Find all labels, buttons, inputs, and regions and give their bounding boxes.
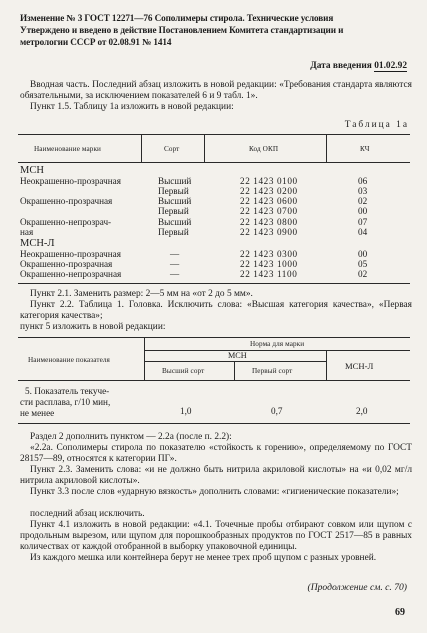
table-row-group: МСН-Л bbox=[20, 238, 55, 249]
table-rule-bottom bbox=[18, 283, 410, 284]
table-cell-grade: Первый bbox=[158, 186, 189, 196]
table-rule-top bbox=[18, 134, 410, 135]
approval-line-2: метрологии СССР от 02.08.91 № 1414 bbox=[20, 37, 172, 47]
table-cell-kch: 06 bbox=[358, 176, 368, 186]
table-divider bbox=[144, 337, 145, 380]
table-cell-kch: 02 bbox=[358, 196, 368, 206]
table-rule-group bbox=[144, 350, 410, 351]
table-cell-code: 22 1423 0700 bbox=[240, 206, 298, 216]
table-cell-grade: — bbox=[170, 259, 180, 269]
clause-4-1: Пункт 4.1 изложить в новой редакции: «4.1. Точечные пробы отбирают совком или щупом с продольным вырезом, или щупом для порошкообразных продуктов по ГОСТ 2517—85 в равных количествах от каждой отобранной в выборку упаковочной единицы. bbox=[20, 520, 412, 552]
table-rule-top bbox=[18, 337, 410, 338]
table-rule-header bbox=[18, 380, 410, 381]
value-msnl: 2,0 bbox=[356, 406, 368, 416]
table-divider bbox=[141, 134, 142, 162]
table-divider bbox=[326, 350, 327, 380]
table-cell-grade: Высший bbox=[158, 176, 192, 186]
table-cell-code: 22 1423 0900 bbox=[240, 227, 298, 237]
indicator-name-2: сти расплава, г/10 мин, bbox=[20, 397, 111, 407]
table-cell-name: ная bbox=[20, 227, 34, 237]
table-cell-grade: — bbox=[170, 269, 180, 279]
table-cell-name: Неокрашенно-прозрачная bbox=[20, 176, 121, 186]
table-caption: Таблица 1а bbox=[344, 120, 409, 130]
column-header-msnl: МСН-Л bbox=[345, 361, 374, 371]
table-rule-sub bbox=[144, 361, 326, 362]
value-msn-first: 0,7 bbox=[271, 406, 283, 416]
table-row-group: МСН bbox=[20, 165, 44, 176]
table-divider bbox=[234, 361, 235, 380]
column-header: КЧ bbox=[360, 145, 370, 153]
column-header-msn: МСН bbox=[228, 351, 247, 360]
column-header: Наименование показателя bbox=[28, 356, 110, 364]
effective-date-label: Дата введения bbox=[310, 61, 372, 71]
table-cell-kch: 02 bbox=[358, 269, 368, 279]
table-cell-code: 22 1423 0100 bbox=[240, 176, 298, 186]
table-cell-code: 22 1423 0600 bbox=[240, 196, 298, 206]
table-cell-kch: 05 bbox=[358, 259, 368, 269]
table-cell-grade: — bbox=[170, 249, 180, 259]
clause-2-2a: «2.2а. Сополимеры стирола по показателю «стойкость к горению», определяемому по ГОСТ 28157—89, относятся к категории ПГ». bbox=[20, 443, 412, 464]
table-cell-code: 22 1423 0200 bbox=[240, 186, 298, 196]
column-header: Код ОКП bbox=[249, 145, 279, 153]
clause-3-3-last: последний абзац исключить. bbox=[30, 509, 145, 519]
column-group-header: Норма для марки bbox=[250, 340, 305, 348]
clause-4-1-cont: Из каждого мешка или контейнера берут не менее трех проб щупом с разных уровней. bbox=[30, 553, 377, 563]
table-cell-code: 22 1423 0800 bbox=[240, 217, 298, 227]
table-cell-name: Окрашенно-прозрачная bbox=[20, 259, 113, 269]
effective-date bbox=[310, 61, 407, 71]
column-header: Сорт bbox=[164, 145, 180, 153]
table-cell-kch: 00 bbox=[358, 206, 368, 216]
section-2-addition: Раздел 2 дополнить пунктом — 2.2а (после п. 2.2): bbox=[30, 432, 232, 442]
effective-date-value: 01.02.92 bbox=[374, 61, 407, 71]
approval-line: Утверждено и введено в действие Постановлением Комитета стандартизации и bbox=[20, 25, 344, 35]
clause-2-1: Пункт 2.1. Заменить размер: 2—5 мм на «от 2 до 5 мм». bbox=[30, 289, 253, 299]
table-cell-code: 22 1423 1000 bbox=[240, 259, 298, 269]
table-cell-code: 22 1423 1100 bbox=[240, 269, 298, 279]
intro-paragraph: Вводная часть. Последний абзац изложить в новой редакции: «Требования стандарта являются обязательными, за исключением показателей 6 и 9 табл. 1». bbox=[20, 80, 412, 101]
column-subheader: Первый сорт bbox=[252, 367, 293, 375]
table-cell-grade: Первый bbox=[158, 227, 189, 237]
table-cell-kch: 04 bbox=[358, 227, 368, 237]
table-cell-name: Окрашенно-непрозрачная bbox=[20, 269, 122, 279]
table-rule-bottom bbox=[18, 423, 410, 424]
continuation-note: (Продолжение см. с. 70) bbox=[307, 582, 407, 593]
table-cell-kch: 07 bbox=[358, 217, 368, 227]
column-header: Наименование марки bbox=[34, 145, 101, 153]
page-number: 69 bbox=[395, 607, 405, 618]
table-cell-kch: 00 bbox=[358, 249, 368, 259]
clause-2-2: Пункт 2.2. Таблица 1. Головка. Исключить слова: «Высшая категория качества», «Первая категория качества»; bbox=[20, 300, 412, 321]
table-cell-grade: Высший bbox=[158, 217, 192, 227]
clause-2-3: Пункт 2.3. Заменить слова: «и не должно быть нитрила акриловой кислоты» на «и 0,02 мг/л нитрила акриловой кислоты». bbox=[20, 465, 412, 486]
value-msn-high: 1,0 bbox=[180, 406, 192, 416]
indicator-name-3: не менее bbox=[20, 408, 55, 418]
table-divider bbox=[204, 134, 205, 162]
intro-paragraph-2: Пункт 1.5. Таблицу 1а изложить в новой редакции: bbox=[30, 102, 234, 112]
amendment-title: Изменение № 3 ГОСТ 12271—76 Сополимеры стирола. Технические условия bbox=[20, 13, 334, 23]
column-subheader: Высший сорт bbox=[162, 367, 205, 375]
clause-5-intro: пункт 5 изложить в новой редакции: bbox=[20, 322, 166, 332]
indicator-name: 5. Показатель текуче- bbox=[25, 386, 110, 396]
table-cell-kch: 03 bbox=[358, 186, 368, 196]
table-rule-header bbox=[18, 162, 410, 163]
table-cell-grade: Высший bbox=[158, 196, 192, 206]
table-divider bbox=[326, 134, 327, 162]
table-cell-code: 22 1423 0300 bbox=[240, 249, 298, 259]
table-cell-grade: Первый bbox=[158, 206, 189, 216]
clause-3-3: Пункт 3.3 после слов «ударную вязкость» дополнить словами: «гигиенические показатели»; bbox=[30, 487, 399, 497]
table-cell-name: Окрашенно-непрозрач- bbox=[20, 217, 112, 227]
table-cell-name: Окрашенно-прозрачная bbox=[20, 196, 113, 206]
table-cell-name: Неокрашенно-прозрачная bbox=[20, 249, 121, 259]
